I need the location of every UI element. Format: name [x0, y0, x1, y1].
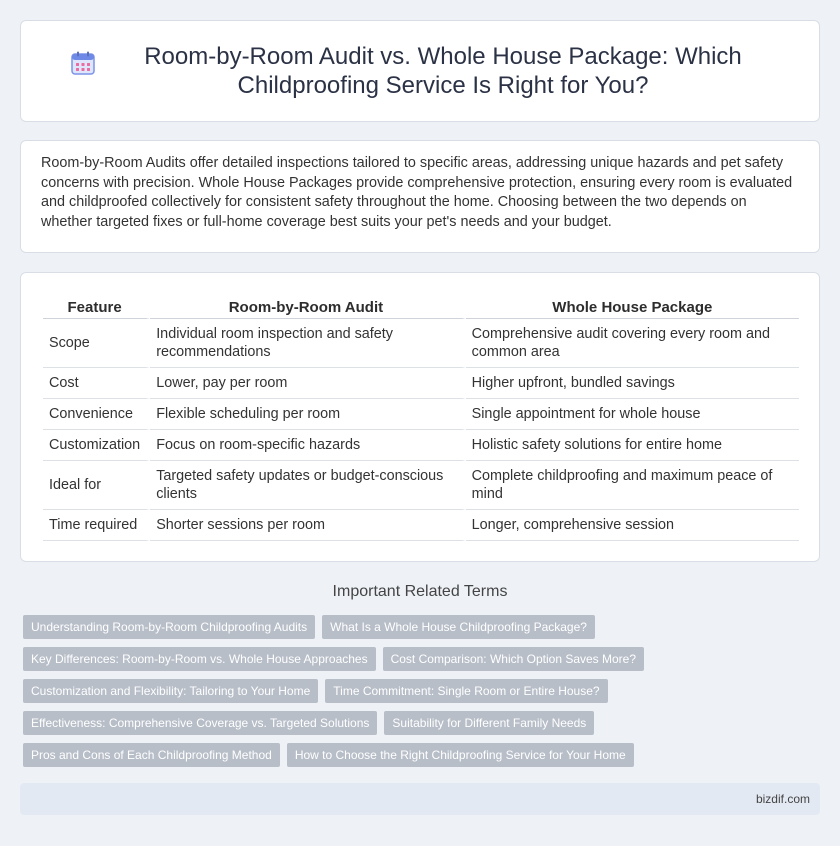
comparison-card: [20, 272, 820, 562]
table-cell: Longer, comprehensive session: [466, 510, 799, 541]
table-cell: Ideal for: [43, 461, 150, 510]
table-row: [43, 368, 799, 399]
table-cell: Convenience: [43, 399, 150, 430]
related-term-link[interactable]: Cost Comparison: Which Option Saves More?: [383, 647, 644, 671]
column-header-feature: Feature: [43, 293, 150, 319]
related-terms-list: [23, 615, 823, 775]
table-cell: Comprehensive audit covering every room and common area: [466, 319, 799, 368]
table-cell: Lower, pay per room: [150, 368, 465, 399]
related-term-link[interactable]: Pros and Cons of Each Childproofing Method: [23, 743, 280, 767]
related-term-link[interactable]: How to Choose the Right Childproofing Service for Your Home: [287, 743, 634, 767]
table-cell: Higher upfront, bundled savings: [466, 368, 799, 399]
table-row: [43, 461, 799, 510]
related-term-link[interactable]: Suitability for Different Family Needs: [384, 711, 594, 735]
footer-brand[interactable]: bizdif.com: [755, 792, 810, 806]
calendar-icon: [70, 50, 96, 76]
table-cell: Cost: [43, 368, 150, 399]
related-term-link[interactable]: Understanding Room-by-Room Childproofing Audits: [23, 615, 315, 639]
table-cell: Targeted safety updates or budget-conscious clients: [150, 461, 465, 510]
table-cell: Complete childproofing and maximum peace of mind: [466, 461, 799, 510]
page-title: Room-by-Room Audit vs. Whole House Package: Which Childproofing Service Is Right for You?: [144, 43, 742, 99]
related-term-link[interactable]: Key Differences: Room-by-Room vs. Whole House Approaches: [23, 647, 376, 671]
table-cell: Single appointment for whole house: [466, 399, 799, 430]
intro-card: [20, 140, 820, 253]
comparison-table: [43, 293, 799, 541]
title-wrap: [70, 42, 770, 100]
related-terms-heading: Important Related Terms: [332, 583, 508, 600]
table-cell: Time required: [43, 510, 150, 541]
intro-paragraph: Room-by-Room Audits offer detailed inspections tailored to specific areas, addressing unique hazards and pet safety concerns with precision. Whole House Packages provide comprehensive protection, ensuring every room is evaluated and childproofed collectively for consistent safety throughout the home. Choosing between the two depends on whether targeted fixes or full-home coverage best suits your pet's needs and your budget.: [41, 155, 793, 230]
table-cell: Focus on room-specific hazards: [150, 430, 465, 461]
table-header-row: [43, 293, 799, 319]
footer-bar: [20, 783, 820, 815]
table-cell: Scope: [43, 319, 150, 368]
related-term-link[interactable]: What Is a Whole House Childproofing Package?: [322, 615, 595, 639]
related-term-link[interactable]: Customization and Flexibility: Tailoring to Your Home: [23, 679, 318, 703]
column-header-room-audit: Room-by-Room Audit: [150, 293, 465, 319]
title-card: [20, 20, 820, 122]
table-row: [43, 319, 799, 368]
table-cell: Flexible scheduling per room: [150, 399, 465, 430]
related-term-link[interactable]: Effectiveness: Comprehensive Coverage vs. Targeted Solutions: [23, 711, 377, 735]
column-header-whole-house: Whole House Package: [466, 293, 799, 319]
table-row: [43, 510, 799, 541]
table-cell: Customization: [43, 430, 150, 461]
table-row: [43, 399, 799, 430]
table-row: [43, 430, 799, 461]
table-cell: Individual room inspection and safety recommendations: [150, 319, 465, 368]
table-cell: Holistic safety solutions for entire home: [466, 430, 799, 461]
related-term-link[interactable]: Time Commitment: Single Room or Entire House?: [325, 679, 607, 703]
table-cell: Shorter sessions per room: [150, 510, 465, 541]
